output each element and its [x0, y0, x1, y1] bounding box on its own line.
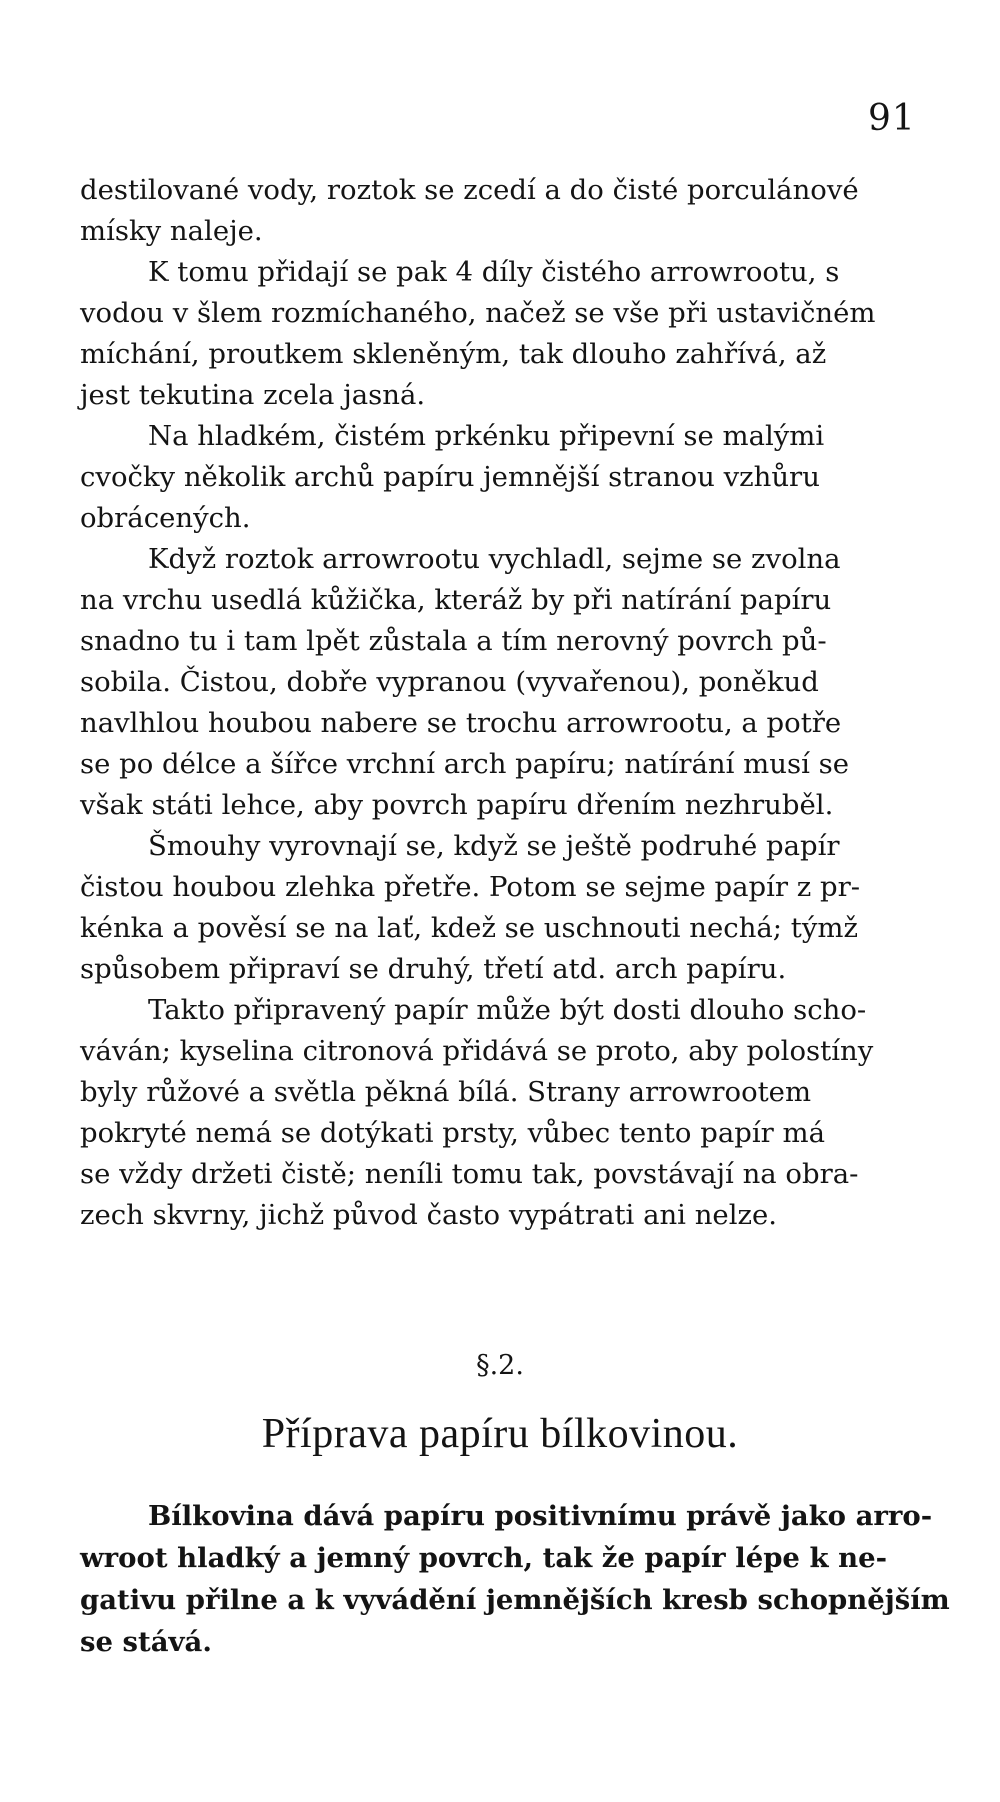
paragraph: [80, 539, 910, 826]
text-line: se stává.: [80, 1626, 212, 1658]
section-paragraph: [80, 1495, 950, 1663]
text-line: na vrchu usedlá kůžička, kteráž by při natírání papíru: [80, 584, 832, 616]
text-line: byly růžové a světla pěkná bílá. Strany arrowrootem: [80, 1076, 812, 1108]
text-line: vodou v šlem rozmíchaného, načež se vše při ustavičném: [80, 297, 876, 329]
paragraph: [80, 990, 910, 1236]
text-line: wroot hladký a jemný povrch, tak že papír lépe k ne-: [80, 1542, 888, 1574]
text-line: Bílkovina dává papíru positivnímu právě jako arro-: [148, 1500, 933, 1532]
text-line: zech skvrny, jichž původ často vypátrati ani nelze.: [80, 1199, 778, 1231]
paragraph: [80, 826, 910, 990]
text-line: sobila. Čistou, dobře vypranou (vyvařenou), poněkud: [80, 666, 819, 698]
text-line: čistou houbou zlehka přetře. Potom se sejme papír z pr-: [80, 871, 861, 903]
text-line: však státi lehce, aby povrch papíru dřením nezhruběl.: [80, 789, 834, 821]
paragraph: [80, 170, 910, 252]
text-line: váván; kyselina citronová přidává se proto, aby polostíny: [80, 1035, 874, 1067]
text-line: spůsobem připraví se druhý, třetí atd. arch papíru.: [80, 953, 787, 985]
text-line: gativu přilne a k vyvádění jemnějších kresb schopnějším: [80, 1584, 950, 1616]
page-number: 91: [868, 98, 916, 139]
text-line: Šmouhy vyrovnají se, když se ještě podruhé papír: [148, 830, 840, 862]
text-line: navlhlou houbou nabere se trochu arrowrootu, a potře: [80, 707, 842, 739]
text-line: obrácených.: [80, 502, 251, 534]
paragraph: [80, 416, 910, 539]
text-line: Na hladkém, čistém prkénku připevní se malými: [148, 420, 825, 452]
text-line: kénka a pověsí se na lať, kdež se uschnouti nechá; týmž: [80, 912, 858, 944]
text-line: se po délce a šířce vrchní arch papíru; natírání musí se: [80, 748, 849, 780]
paragraph: [80, 252, 910, 416]
main-text: [80, 170, 910, 1236]
text-line: jest tekutina zcela jasná.: [80, 379, 426, 411]
text-line: Takto připravený papír může být dosti dlouho scho-: [148, 994, 867, 1026]
text-line: cvočky několik archů papíru jemnější stranou vzhůru: [80, 461, 820, 493]
text-line: Když roztok arrowrootu vychladl, sejme se zvolna: [148, 543, 841, 575]
text-line: snadno tu i tam lpět zůstala a tím nerovný povrch pů-: [80, 625, 827, 657]
text-line: K tomu přidají se pak 4 díly čistého arrowrootu, s: [148, 256, 840, 288]
section-title: Příprava papíru bílkovinou.: [261, 1411, 739, 1457]
section-number: §.2.: [476, 1350, 524, 1381]
text-line: destilované vody, roztok se zcedí a do čisté porculánové: [80, 174, 859, 206]
text-line: pokryté nemá se dotýkati prsty, vůbec tento papír má: [80, 1117, 825, 1149]
text-line: mísky naleje.: [80, 215, 263, 247]
text-line: se vždy držeti čistě; neníli tomu tak, povstávají na obra-: [80, 1158, 859, 1190]
text-line: míchání, proutkem skleněným, tak dlouho zahřívá, až: [80, 338, 827, 370]
